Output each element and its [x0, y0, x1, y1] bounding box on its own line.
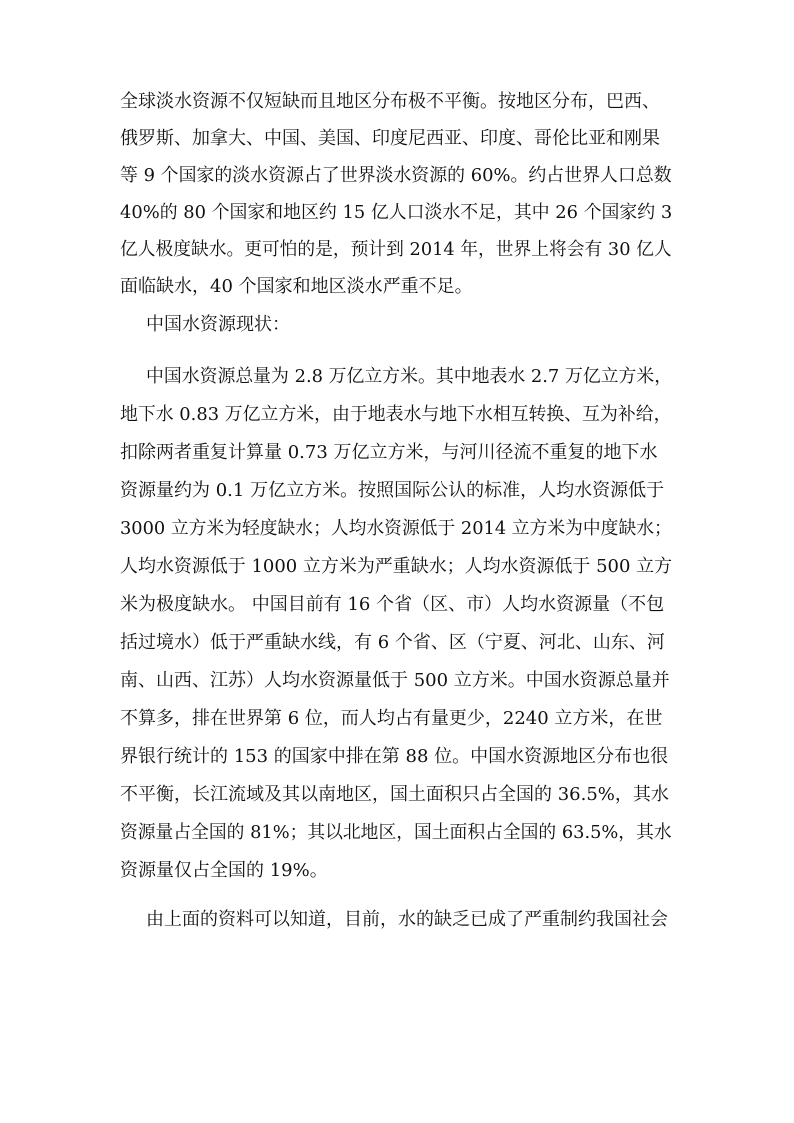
- line-text: 不平衡，长江流域及其以南地区，国土面积只占全国的 36.5%，其水: [120, 784, 669, 805]
- text-line-22: [0, 905, 794, 935]
- line-text: 俄罗斯、加拿大、中国、美国、印度尼西亚、印度、哥伦比亚和刚果: [120, 128, 660, 149]
- section-heading-line: [0, 310, 794, 340]
- text-line-12: [0, 514, 794, 544]
- text-line-19: [0, 780, 794, 810]
- line-text: 米为极度缺水。 中国目前有 16 个省（区、市）人均水资源量（不包: [120, 594, 665, 615]
- line-text: 扣除两者重复计算量 0.73 万亿立方米，与河川径流不重复的地下水: [120, 442, 658, 463]
- line-text: 40%的 80 个国家和地区约 15 亿人口淡水不足，其中 26 个国家约 3: [120, 202, 673, 223]
- text-line-2: [0, 124, 794, 154]
- line-text: 全球淡水资源不仅短缺而且地区分布极不平衡。按地区分布，巴西、: [120, 91, 660, 112]
- text-line-17: [0, 704, 794, 734]
- text-line-16: [0, 666, 794, 696]
- text-line-1: [0, 87, 794, 117]
- text-line-20: [0, 818, 794, 848]
- line-text: 由上面的资料可以知道，目前，水的缺乏已成了严重制约我国社会: [146, 909, 668, 930]
- text-line-4: [0, 198, 794, 228]
- line-text: 界银行统计的 153 的国家中排在第 88 位。中国水资源地区分布也很: [120, 746, 669, 767]
- text-line-9: [0, 400, 794, 430]
- text-line-10: [0, 438, 794, 468]
- text-line-6: [0, 272, 794, 302]
- text-line-14: [0, 590, 794, 620]
- line-text: 地下水 0.83 万亿立方米，由于地表水与地下水相互转换、互为补给，: [120, 404, 672, 425]
- line-text: 括过境水）低于严重缺水线，有 6 个省、区（宁夏、河北、山东、河: [120, 632, 665, 653]
- line-text: 面临缺水，40 个国家和地区淡水严重不足。: [120, 276, 473, 297]
- line-text: 资源量约为 0.1 万亿立方米。按照国际公认的标准，人均水资源低于: [120, 480, 665, 501]
- text-line-21: [0, 856, 794, 886]
- line-text: 3000 立方米为轻度缺水；人均水资源低于 2014 立方米为中度缺水；: [120, 518, 672, 539]
- text-line-5: [0, 235, 794, 265]
- section-heading: 中国水资源现状：: [146, 314, 290, 335]
- text-line-13: [0, 552, 794, 582]
- line-text: 资源量占全国的 81%；其以北地区，国土面积占全国的 63.5%，其水: [120, 822, 672, 843]
- text-line-11: [0, 476, 794, 506]
- line-text: 人均水资源低于 1000 立方米为严重缺水；人均水资源低于 500 立方: [120, 556, 673, 577]
- text-line-18: [0, 742, 794, 772]
- line-text: 中国水资源总量为 2.8 万亿立方米。其中地表水 2.7 万亿立方米，: [146, 366, 673, 387]
- text-line-15: [0, 628, 794, 658]
- text-line-3: [0, 161, 794, 191]
- line-text: 亿人极度缺水。更可怕的是，预计到 2014 年，世界上将会有 30 亿人: [120, 239, 672, 260]
- line-text: 南、山西、江苏）人均水资源量低于 500 立方米。中国水资源总量并: [120, 670, 670, 691]
- line-text: 等 9 个国家的淡水资源占了世界淡水资源的 60%。约占世界人口总数: [120, 165, 672, 186]
- line-text: 资源量仅占全国的 19%。: [120, 860, 328, 881]
- line-text: 不算多，排在世界第 6 位，而人均占有量更少，2240 立方米，在世: [120, 708, 663, 729]
- text-line-8: [0, 362, 794, 392]
